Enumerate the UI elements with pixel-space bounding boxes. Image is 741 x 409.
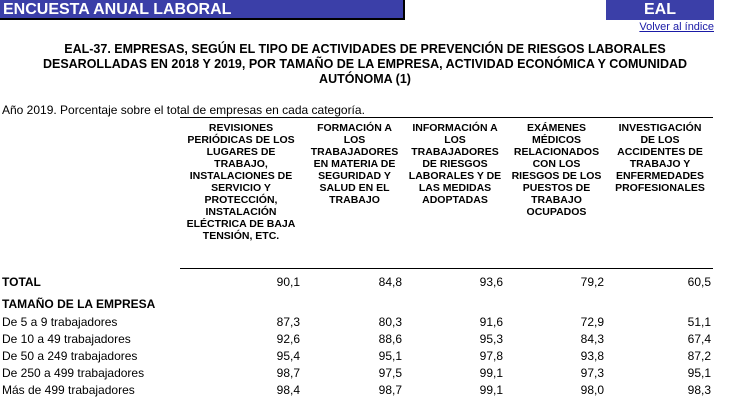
cell-value: 99,1	[479, 366, 503, 380]
table-row	[0, 348, 741, 365]
table-row-total	[0, 274, 741, 291]
cell-value: 95,1	[378, 349, 402, 363]
cell-value: 92,6	[276, 332, 300, 346]
cell-value: 72,9	[580, 315, 604, 329]
cell-value: 97,3	[580, 366, 604, 380]
table-row	[0, 382, 741, 399]
cell-value: 95,1	[687, 366, 711, 380]
table-row	[0, 314, 741, 331]
cell-value: 93,6	[479, 275, 503, 289]
row-label: Más de 499 trabajadores	[2, 383, 135, 397]
row-label: De 250 a 499 trabajadores	[2, 366, 145, 380]
cell-value: 95,4	[276, 349, 300, 363]
survey-code-badge: EAL	[606, 0, 714, 20]
cell-value: 91,6	[479, 315, 503, 329]
cell-value: 80,3	[378, 315, 402, 329]
cell-value: 95,3	[479, 332, 503, 346]
table-title-line-1: EAL-37. EMPRESAS, SEGÚN EL TIPO DE ACTIVIDADES DE PREVENCIÓN DE RIESGOS LABORALES	[64, 42, 666, 56]
table-title-line-2: DESAROLLADAS EN 2018 Y 2019, POR TAMAÑO DE LA EMPRESA, ACTIVIDAD ECONÓMICA Y COMUNIDAD	[42, 57, 688, 71]
cell-value: 60,5	[687, 275, 711, 289]
column-header-revisiones: REVISIONES PERIÓDICAS DE LOS LUGARES DE TRABAJO, INSTALACIONES DE SERVICIO Y PROTECCIÓN, INSTALACIÓN ELÉCTRICA DE BAJA TENSIÓN, ETC.	[186, 122, 296, 242]
table-subtitle: Año 2019. Porcentaje sobre el total de empresas en cada categoría.	[2, 103, 365, 117]
section-label: TAMAÑO DE LA EMPRESA	[2, 297, 156, 311]
cell-value: 90,1	[276, 275, 300, 289]
row-label: De 50 a 249 trabajadores	[2, 349, 138, 363]
column-header-formacion: FORMACIÓN A LOS TRABAJADORES EN MATERIA DE SEGURIDAD Y SALUD EN EL TRABAJO	[310, 122, 399, 206]
header-bottom-rule	[180, 268, 713, 269]
row-label: De 5 a 9 trabajadores	[2, 315, 118, 329]
cell-value: 97,8	[479, 349, 503, 363]
table-row	[0, 331, 741, 348]
row-label: TOTAL	[2, 275, 41, 289]
header-top-rule	[180, 117, 713, 118]
cell-value: 84,3	[580, 332, 604, 346]
table-title	[20, 42, 710, 87]
report-banner: ENCUESTA ANUAL LABORAL	[0, 0, 405, 20]
cell-value: 98,7	[276, 366, 300, 380]
column-header-informacion: INFORMACIÓN A LOS TRABAJADORES DE RIESGOS LABORALES Y DE LAS MEDIDAS ADOPTADAS	[408, 122, 502, 206]
table-row	[0, 365, 741, 382]
row-label: De 10 a 49 trabajadores	[2, 332, 131, 346]
section-heading-size	[0, 296, 741, 313]
table-title-line-3: AUTÓNOMA (1)	[319, 72, 411, 86]
cell-value: 98,7	[378, 383, 402, 397]
cell-value: 79,2	[580, 275, 604, 289]
cell-value: 98,3	[687, 383, 711, 397]
cell-value: 67,4	[687, 332, 711, 346]
cell-value: 98,0	[580, 383, 604, 397]
cell-value: 93,8	[580, 349, 604, 363]
cell-value: 98,4	[276, 383, 300, 397]
column-header-investigacion: INVESTIGACIÓN DE LOS ACCIDENTES DE TRABAJO Y ENFERMEDADES PROFESIONALES	[615, 122, 705, 194]
column-header-examenes: EXÁMENES MÉDICOS RELACIONADOS CON LOS RIESGOS DE LOS PUESTOS DE TRABAJO OCUPADOS	[511, 122, 602, 218]
back-to-index-link[interactable]: Volver al índice	[639, 21, 714, 33]
cell-value: 51,1	[687, 315, 711, 329]
cell-value: 97,5	[378, 366, 402, 380]
cell-value: 99,1	[479, 383, 503, 397]
cell-value: 87,3	[276, 315, 300, 329]
cell-value: 87,2	[687, 349, 711, 363]
cell-value: 84,8	[378, 275, 402, 289]
cell-value: 88,6	[378, 332, 402, 346]
